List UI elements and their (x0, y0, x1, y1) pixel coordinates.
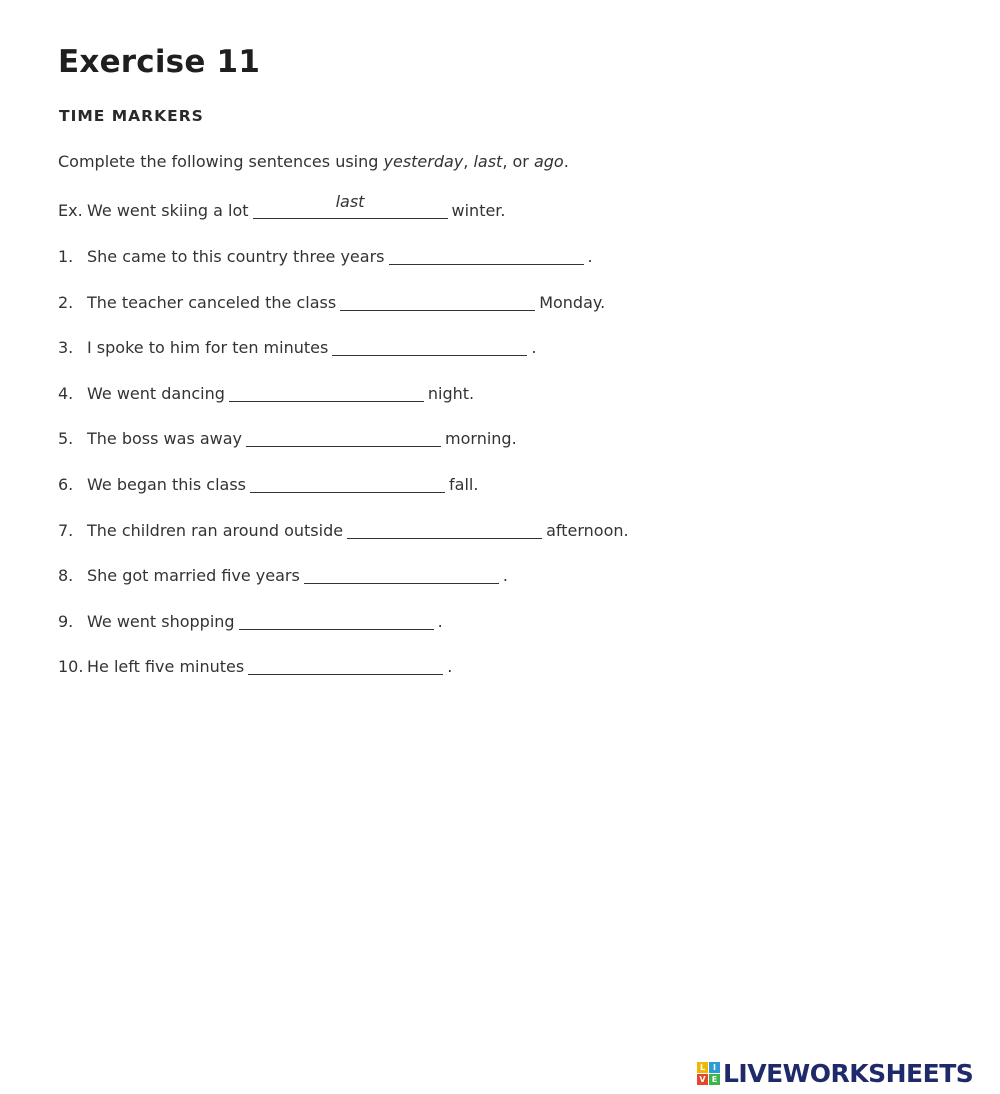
answer-blank[interactable] (248, 658, 443, 675)
item-number: 5. (58, 429, 74, 448)
answer-input[interactable] (239, 611, 434, 629)
sentence-after: . (531, 338, 537, 357)
example-answer: last (335, 192, 365, 211)
logo-mark-letter: E (709, 1074, 720, 1085)
instructions (58, 152, 569, 172)
instruction-word-ago: ago (533, 152, 564, 171)
item-number: 2. (58, 293, 74, 312)
sentence-after: Monday. (539, 293, 606, 312)
item-number: 4. (58, 384, 74, 403)
instruction-separator: , or (502, 152, 534, 171)
answer-input[interactable] (340, 292, 535, 310)
example-answer-blank (253, 192, 448, 219)
sentence-after: morning. (445, 429, 517, 448)
logo-mark-icon (697, 1062, 720, 1085)
item-number: 6. (58, 475, 74, 494)
sentence-before: She got married five years (87, 566, 300, 585)
answer-input[interactable] (246, 428, 441, 446)
exercise-item (58, 612, 443, 632)
logo-mark-letter: L (697, 1062, 708, 1073)
answer-blank[interactable] (246, 430, 441, 447)
sentence-before: The children ran around outside (87, 521, 344, 540)
exercise-item (58, 657, 452, 677)
sentence-after: night. (427, 384, 475, 403)
instruction-word-yesterday: yesterday (383, 152, 464, 171)
answer-blank[interactable] (250, 476, 445, 493)
item-number: 1. (58, 247, 74, 266)
exercise-item (58, 521, 629, 541)
sentence-before: We went skiing a lot (87, 201, 249, 220)
answer-input[interactable] (304, 565, 499, 583)
answer-blank[interactable] (239, 613, 434, 630)
example-label: Ex. (58, 201, 83, 220)
sentence-after: fall. (449, 475, 479, 494)
answer-input[interactable] (389, 246, 584, 264)
sentence-after: . (447, 657, 453, 676)
item-number: 3. (58, 338, 74, 357)
instruction-word-last: last (473, 152, 503, 171)
answer-input[interactable] (332, 337, 527, 355)
logo-mark-letter: V (697, 1074, 708, 1085)
example-sentence (58, 192, 506, 221)
sentence-after: . (587, 247, 593, 266)
sentence-before: The teacher canceled the class (87, 293, 337, 312)
exercise-item (58, 247, 593, 267)
answer-blank[interactable] (389, 248, 584, 265)
page-title: Exercise 11 (58, 44, 261, 80)
sentence-before: We went dancing (87, 384, 225, 403)
section-subtitle: TIME MARKERS (59, 107, 204, 125)
item-number: 9. (58, 612, 74, 631)
item-number: 8. (58, 566, 74, 585)
sentence-before: The boss was away (87, 429, 243, 448)
answer-input[interactable] (347, 520, 542, 538)
sentence-before: She came to this country three years (87, 247, 385, 266)
answer-blank[interactable] (229, 385, 424, 402)
exercise-item (58, 429, 517, 449)
liveworksheets-logo (697, 1058, 973, 1088)
answer-blank[interactable] (332, 339, 527, 356)
sentence-after: winter. (451, 201, 506, 220)
sentence-before: He left five minutes (87, 657, 245, 676)
item-number: 7. (58, 521, 74, 540)
instruction-suffix: . (563, 152, 569, 171)
item-number: 10. (58, 657, 84, 676)
sentence-after: afternoon. (546, 521, 629, 540)
sentence-after: . (502, 566, 508, 585)
sentence-before: I spoke to him for ten minutes (87, 338, 329, 357)
instruction-separator: , (463, 152, 474, 171)
sentence-before: We began this class (87, 475, 246, 494)
exercise-item (58, 338, 536, 358)
logo-text: LIVEWORKSHEETS (723, 1058, 974, 1088)
sentence-after: . (437, 612, 443, 631)
sentence-before: We went shopping (87, 612, 235, 631)
exercise-item (58, 293, 605, 313)
logo-mark-letter: I (709, 1062, 720, 1073)
answer-input[interactable] (250, 474, 445, 492)
exercise-item (58, 475, 478, 495)
exercise-item (58, 566, 508, 586)
instruction-prefix: Complete the following sentences using (58, 152, 384, 171)
exercise-item (58, 384, 474, 404)
answer-blank[interactable] (304, 567, 499, 584)
answer-blank[interactable] (340, 294, 535, 311)
answer-input[interactable] (229, 383, 424, 401)
answer-blank[interactable] (347, 522, 542, 539)
answer-input[interactable] (248, 656, 443, 674)
